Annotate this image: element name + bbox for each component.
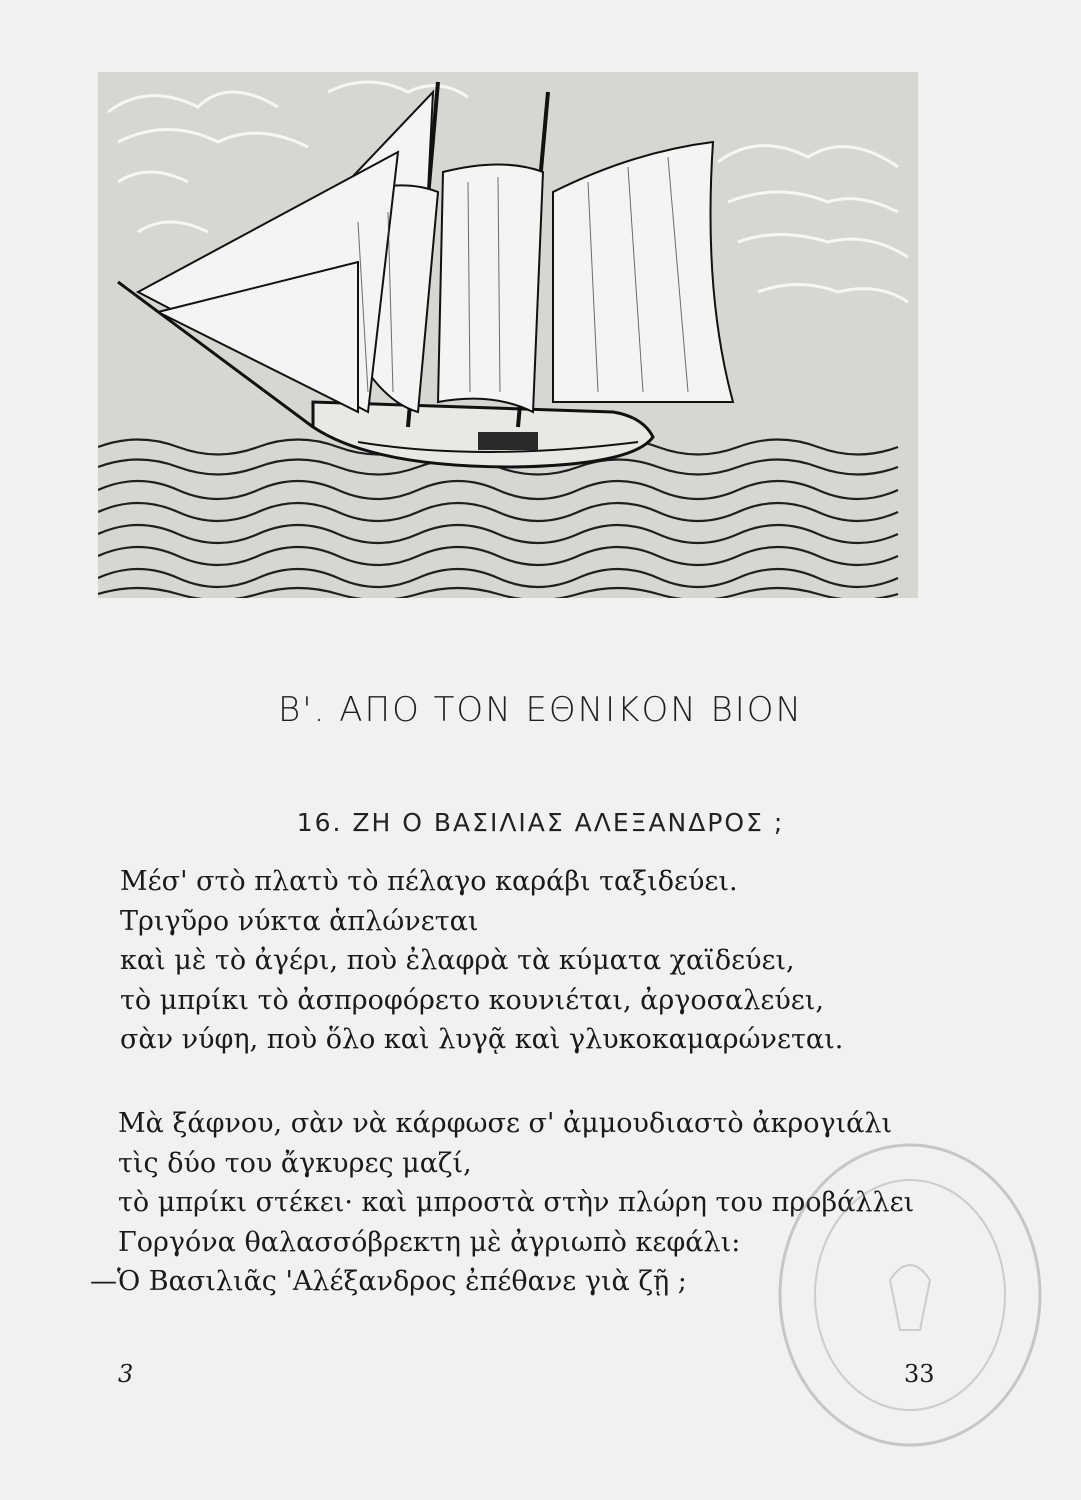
poem-line: καὶ μὲ τὸ ἀγέρι, ποὺ ἐλαφρὰ τὰ κύματα χαϊδεύει, (120, 945, 795, 976)
poem-line: τὸ μπρίκι τὸ ἀσπροφόρετο κουνιέται, ἀργοσαλεύει, (120, 984, 824, 1016)
poem-title: 16. ΖΗ Ο ΒΑΣΙΛΙΑΣ ΑΛΕΞΑΝΔΡΟΣ ; (296, 808, 785, 837)
poem-line: Τριγῦρο νύκτα ἁπλώνεται (120, 905, 479, 937)
poem-line: Γοργόνα θαλασσόβρεκτη μὲ ἀγριωπὸ κεφάλι: (118, 1226, 741, 1258)
poem-line: Μέσ' στὸ πλατὺ τὸ πέλαγο καράβι ταξιδεύει. (120, 866, 738, 897)
sailing-ship-illustration (98, 72, 918, 598)
ship-engraving-icon (98, 72, 918, 598)
poem-line: Μὰ ξάφνου, σὰν νὰ κάρφωσε σ' ἀμμουδιαστὸ ἀκρογιάλι (118, 1108, 893, 1139)
page-number: 33 (904, 1360, 935, 1388)
library-stamp-icon (760, 1130, 1060, 1460)
poem-line: σὰν νύφη, ποὺ ὅλο καὶ λυγᾷ καὶ γλυκοκαμαρώνεται. (120, 1024, 844, 1055)
poem-line: τὶς δύο του ἄγκυρες μαζί, (118, 1147, 472, 1179)
section-title: Β'. ΑΠΟ ΤΟΝ ΕΘΝΙΚΟΝ ΒΙΟΝ (278, 690, 803, 730)
poem-line: —Ὁ Βασιλιᾶς 'Αλέξανδρος ἐπέθανε γιὰ ζῇ ; (90, 1266, 687, 1297)
poem-stanza-1 (120, 862, 1000, 1060)
signature-mark: 3 (118, 1360, 134, 1388)
poem-line: τὸ μπρίκι στέκει· καὶ μπροστὰ στὴν πλώρη του προβάλλει (118, 1187, 915, 1218)
